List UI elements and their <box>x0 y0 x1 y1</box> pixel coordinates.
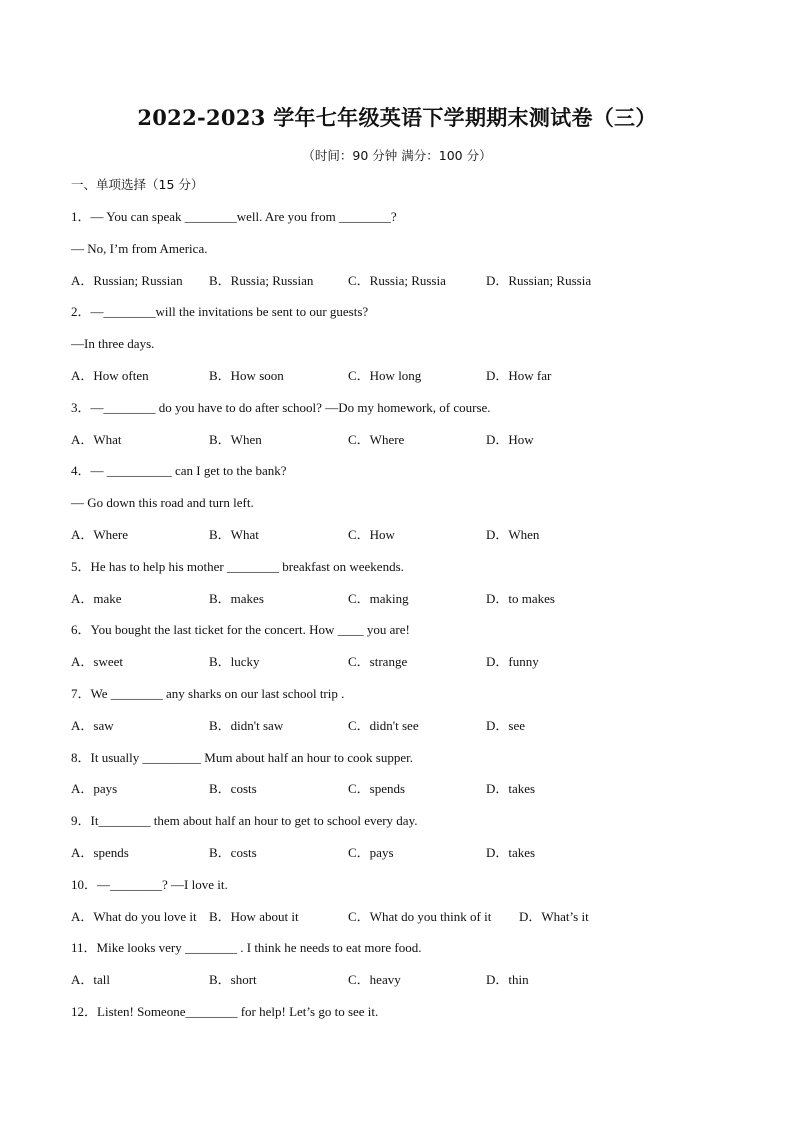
question-text: It________ them about half an hour to get to school every day. <box>90 813 418 828</box>
option-a[interactable]: A．tall <box>71 972 110 987</box>
question-stem <box>71 559 404 575</box>
option-d[interactable]: D．takes <box>486 845 536 860</box>
option-a[interactable]: A．Where <box>71 527 129 542</box>
question-text: —In three days. <box>71 336 155 351</box>
question-text: — No, I’m from America. <box>71 241 208 256</box>
section-heading: 一、单项选择（15 分） <box>71 177 204 192</box>
question-number: 8． <box>71 750 91 765</box>
question-text: Listen! Someone________ for help! Let’s go to see it. <box>97 1004 379 1019</box>
option-b[interactable]: B．short <box>209 972 257 987</box>
question-stem <box>71 209 397 225</box>
option-c[interactable]: C．didn't see <box>348 718 419 733</box>
option-c[interactable]: C．spends <box>348 781 406 796</box>
exam-subtitle: （时间：90 分钟 满分：100 分） <box>302 148 492 163</box>
option-b[interactable]: B．How about it <box>209 909 299 924</box>
question-text: —________ do you have to do after school? —Do my homework, of course. <box>90 400 491 415</box>
question-text: He has to help his mother ________ breakfast on weekends. <box>90 559 404 574</box>
option-d[interactable]: D．How far <box>486 368 552 383</box>
question-number: 2． <box>71 304 91 319</box>
option-c[interactable]: C．Where <box>348 432 405 447</box>
option-b[interactable]: B．How soon <box>209 368 284 383</box>
question-text: — Go down this road and turn left. <box>71 495 254 510</box>
question-text: It usually _________ Mum about half an hour to cook supper. <box>90 750 413 765</box>
option-b[interactable]: B．makes <box>209 591 264 606</box>
option-d[interactable]: D．funny <box>486 654 539 669</box>
question-text: We ________ any sharks on our last school trip . <box>90 686 345 701</box>
question-stem <box>71 940 421 956</box>
question-number: 7． <box>71 686 91 701</box>
option-c[interactable]: C．What do you think of it <box>348 909 492 924</box>
option-b[interactable]: B．What <box>209 527 259 542</box>
question-text: —________will the invitations be sent to our guests? <box>90 304 369 319</box>
question-stem <box>71 877 228 893</box>
option-c[interactable]: C．making <box>348 591 409 606</box>
question-number: 4． <box>71 463 91 478</box>
question-text: You bought the last ticket for the concert. How ____ you are! <box>90 622 410 637</box>
option-d[interactable]: D．When <box>486 527 540 542</box>
option-d[interactable]: D．Russian; Russia <box>486 273 592 288</box>
option-a[interactable]: A．Russian; Russian <box>71 273 183 288</box>
question-number: 1． <box>71 209 91 224</box>
question-dialogue-line <box>71 495 254 511</box>
question-stem <box>71 304 368 320</box>
option-d[interactable]: D．How <box>486 432 534 447</box>
question-text: Mike looks very ________ . I think he needs to eat more food. <box>96 940 422 955</box>
option-d[interactable]: D．takes <box>486 781 536 796</box>
option-b[interactable]: B．When <box>209 432 262 447</box>
option-b[interactable]: B．lucky <box>209 654 260 669</box>
question-number: 11． <box>71 940 97 955</box>
option-a[interactable]: A．pays <box>71 781 118 796</box>
option-a[interactable]: A．How often <box>71 368 149 383</box>
question-text: —________? —I love it. <box>97 877 228 892</box>
question-stem <box>71 463 287 479</box>
option-c[interactable]: C．heavy <box>348 972 401 987</box>
question-number: 5． <box>71 559 91 574</box>
question-stem <box>71 1004 378 1020</box>
exam-title: 2022-2023 学年七年级英语下学期期末测试卷（三） <box>137 105 657 130</box>
option-c[interactable]: C．How long <box>348 368 422 383</box>
option-a[interactable]: A．What <box>71 432 122 447</box>
question-number: 9． <box>71 813 91 828</box>
question-stem <box>71 750 413 766</box>
option-a[interactable]: A．What do you love it <box>71 909 197 924</box>
option-d[interactable]: D．What’s it <box>519 909 589 924</box>
option-c[interactable]: C．How <box>348 527 395 542</box>
question-stem <box>71 686 344 702</box>
option-a[interactable]: A．saw <box>71 718 114 733</box>
option-c[interactable]: C．pays <box>348 845 394 860</box>
question-dialogue-line <box>71 241 207 257</box>
question-number: 6． <box>71 622 91 637</box>
question-stem <box>71 813 417 829</box>
option-d[interactable]: D．see <box>486 718 525 733</box>
option-a[interactable]: A．spends <box>71 845 129 860</box>
option-c[interactable]: C．strange <box>348 654 408 669</box>
option-c[interactable]: C．Russia; Russia <box>348 273 446 288</box>
question-number: 12． <box>71 1004 98 1019</box>
question-stem <box>71 622 410 638</box>
option-d[interactable]: D．to makes <box>486 591 555 606</box>
option-b[interactable]: B．didn't saw <box>209 718 284 733</box>
question-number: 3． <box>71 400 91 415</box>
option-b[interactable]: B．costs <box>209 781 257 796</box>
question-text: — __________ can I get to the bank? <box>90 463 287 478</box>
question-text: — You can speak ________well. Are you from ________? <box>90 209 397 224</box>
option-a[interactable]: A．sweet <box>71 654 123 669</box>
question-stem <box>71 400 491 416</box>
question-dialogue-line <box>71 336 154 352</box>
option-b[interactable]: B．Russia; Russian <box>209 273 314 288</box>
option-b[interactable]: B．costs <box>209 845 257 860</box>
option-a[interactable]: A．make <box>71 591 122 606</box>
question-number: 10． <box>71 877 98 892</box>
option-d[interactable]: D．thin <box>486 972 529 987</box>
